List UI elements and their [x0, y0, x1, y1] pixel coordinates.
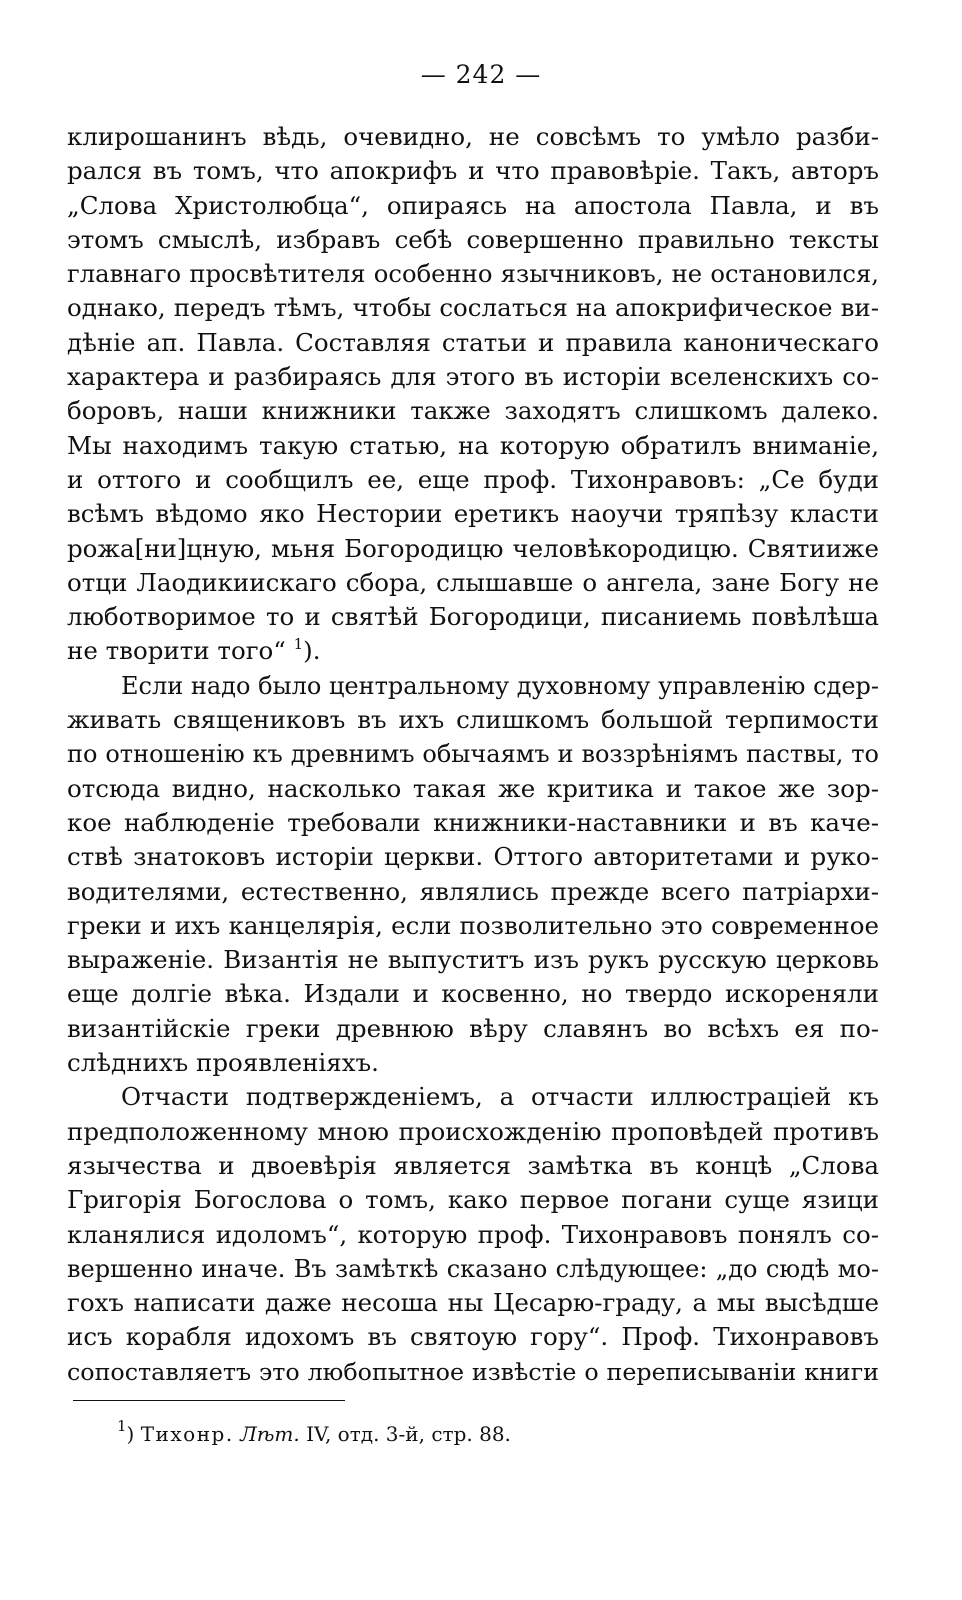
paragraph [67, 120, 879, 669]
text-line: еще долгіе вѣка. Издали и косвенно, но твердо искореняли [67, 979, 879, 1009]
footnote-work: Лѣт. [240, 1422, 300, 1446]
text-line: вершенно иначе. Въ замѣткѣ сказано слѣдующее: „до сюдѣ мо- [67, 1254, 879, 1283]
footnote-mark: 1 [117, 1417, 127, 1435]
footnote [117, 1417, 511, 1448]
text-line: рожа[ни]цную, мьня Богородицю человѣкородицю. Святииже [67, 533, 879, 563]
text-line: люботворимое то и святѣй Богородици, писаниемь повѣлѣша [67, 602, 879, 632]
text-line: водителями, естественно, являлись прежде всего патріархи- [67, 876, 879, 906]
text-line: дѣніе ап. Павла. Составляя статьи и правила каноническаго [67, 327, 879, 357]
page-number: — 242 — [420, 60, 542, 89]
text-line: предположенному мною происхожденію проповѣдей противъ [67, 1116, 879, 1146]
text-line: однако, передъ тѣмъ, чтобы сослаться на апокрифическое ви- [67, 293, 879, 323]
text-line: и оттого и сообщилъ ее, еще проф. Тихонравовъ: „Се буди [67, 464, 879, 494]
footnote-location: IV, отд. 3-й, стр. 88. [306, 1422, 511, 1446]
text-line: отци Лаодикиискаго сбора, слышавше о ангела, зане Богу не [67, 567, 879, 597]
paragraph [67, 1080, 879, 1389]
text-line: „Слова Христолюбца“, опираясь на апостола Павла, и въ [67, 190, 879, 220]
footnote-divider [73, 1400, 345, 1401]
text-fragment: не творити того“ [67, 636, 286, 666]
text-line: боровъ, наши книжники также заходятъ слишкомъ далеко. [67, 396, 879, 426]
text-line: рался въ томъ, что апокрифъ и что правовѣріе. Такъ, авторъ [67, 156, 879, 186]
text-line: кланялися идоломъ“, которую проф. Тихонравовъ понялъ со- [67, 1219, 879, 1249]
paragraph [67, 669, 879, 1081]
footnote-mark-close: ) [126, 1422, 135, 1446]
footnote-reference[interactable]: 1 [293, 635, 304, 654]
text-line: Отчасти подтвержденіемъ, а отчасти иллюстраціей къ [121, 1082, 879, 1112]
text-line: слѣднихъ проявленіяхъ. [67, 1048, 379, 1078]
text-line: византійскіе греки древнюю вѣру славянъ во всѣхъ ея по- [67, 1013, 879, 1043]
text-line: Григорія Богослова о томъ, како первое погани суще язици [67, 1185, 879, 1215]
text-line: ствѣ знатоковъ исторіи церкви. Оттого авторитетами и руко- [67, 842, 879, 872]
text-line: гохъ написати даже несоша ны Цесарю-граду, а мы высѣдше [67, 1288, 879, 1318]
text-line: язычества и двоевѣрія является замѣтка въ концѣ „Слова [67, 1150, 879, 1180]
body-text [67, 120, 879, 1389]
text-line: по отношенію къ древнимъ обычаямъ и воззрѣніямъ паствы, то [67, 740, 879, 769]
text-line: всѣмъ вѣдомо яко Нестории еретикъ наоучи тряпѣзу класти [67, 499, 879, 529]
footnote-author: Тихонр. [140, 1422, 234, 1446]
text-line: кое наблюденіе требовали книжники-наставники и въ каче- [67, 807, 879, 837]
text-line [67, 634, 879, 668]
text-line: характера и разбираясь для этого въ исторіи вселенскихъ со- [67, 362, 879, 392]
text-line: живать священиковъ въ ихъ слишкомъ большой терпимости [67, 705, 879, 735]
text-line: выраженіе. Византія не выпуститъ изъ рукъ русскую церковь [67, 945, 879, 975]
text-line: отсюда видно, насколько такая же критика и такое же зор- [67, 773, 879, 803]
text-line: сопоставляетъ это любопытное извѣстіе о переписываніи книги [67, 1357, 879, 1386]
text-fragment: ). [303, 636, 321, 666]
text-line: главнаго просвѣтителя особенно язычниковъ, не остановился, [67, 259, 879, 289]
text-line: греки и ихъ канцелярія, если позволительно это современное [67, 910, 879, 940]
text-line: Мы находимъ такую статью, на которую обратилъ вниманіе, [67, 430, 879, 460]
text-line: исъ корабля идохомъ въ святоую гору“. Проф. Тихонравовъ [67, 1322, 879, 1352]
text-line: Если надо было центральному духовному управленію сдер- [121, 671, 879, 700]
text-line: этомъ смыслѣ, избравъ себѣ совершенно правильно тексты [67, 224, 879, 254]
text-line: клирошанинъ вѣдь, очевидно, не совсѣмъ то умѣло разби- [67, 122, 879, 151]
